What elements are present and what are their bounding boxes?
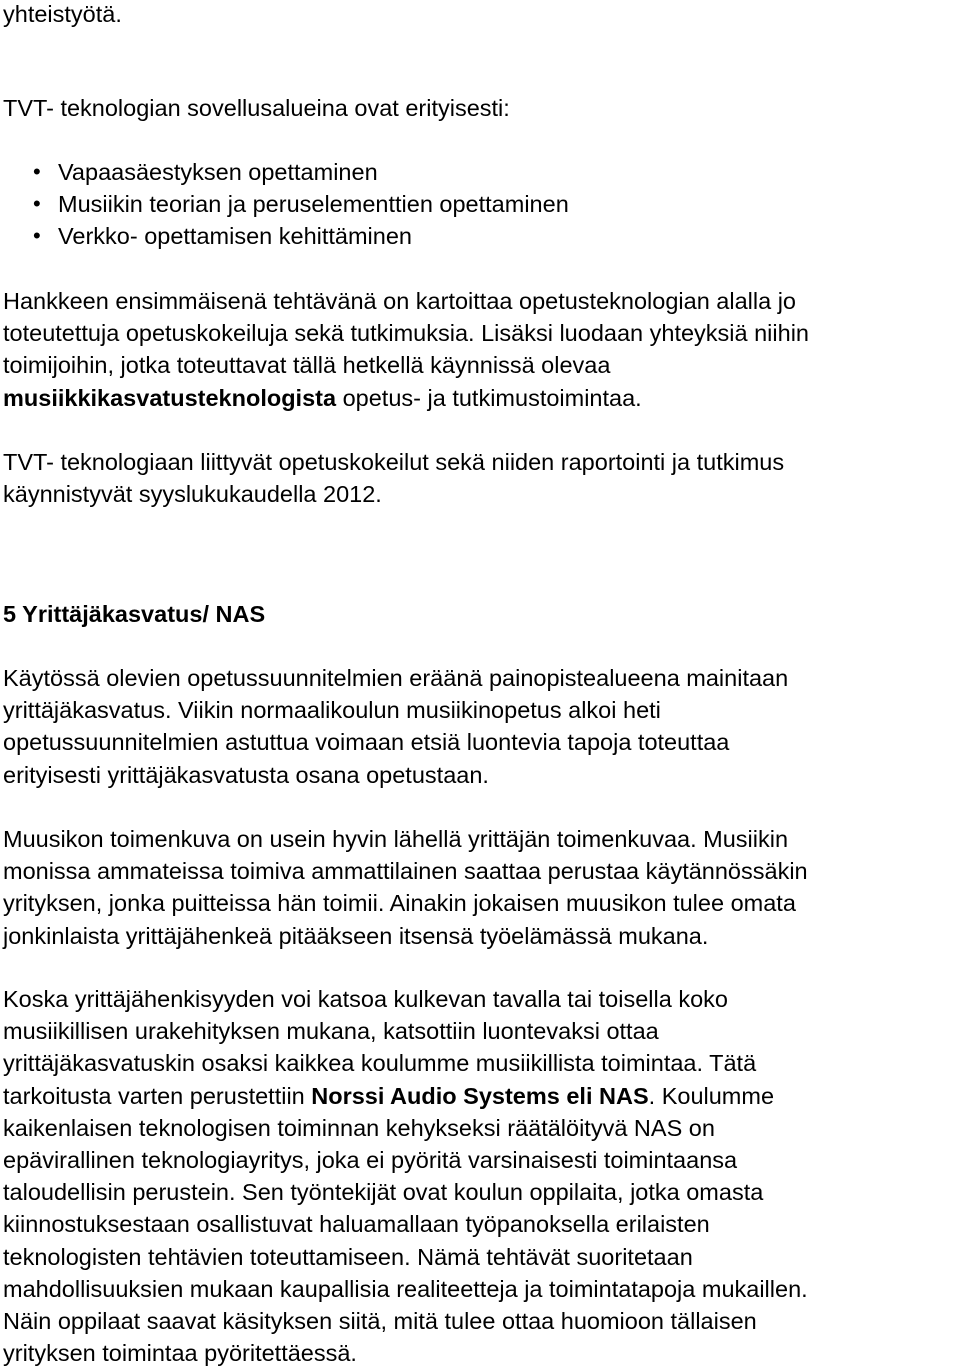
paragraph-line: kaikenlaisen teknologisen toiminnan kehykseksi räätälöityvä NAS on bbox=[3, 1114, 715, 1141]
bullet-icon: • bbox=[33, 159, 41, 184]
tvt-uses-heading: TVT- teknologian sovellusalueina ovat erityisesti: bbox=[3, 95, 510, 121]
paragraph-line: yrittäjäkasvatus. Viikin normaalikoulun musiikinopetus alkoi heti bbox=[3, 697, 661, 724]
paragraph-line: taloudellisin perustein. Sen työntekijät ovat koulun oppilaita, jotka omasta bbox=[3, 1179, 764, 1206]
paragraph-line: opetussuunnitelmien astuttua voimaan etsiä luontevia tapoja toteuttaa bbox=[3, 729, 730, 756]
section-5-paragraph-2 bbox=[3, 823, 960, 952]
paragraph-line: kiinnostuksestaan osallistuvat haluamallaan työpanoksella erilaisten bbox=[3, 1211, 710, 1238]
list-item-text: Vapaasäestyksen opettaminen bbox=[58, 159, 378, 185]
paragraph-text: opetus- ja tutkimustoimintaa. bbox=[336, 384, 642, 411]
paragraph-line bbox=[3, 382, 960, 414]
paragraph-line: jonkinlaista yrittäjähenkeä pitääkseen itsensä työelämässä mukana. bbox=[3, 922, 709, 949]
list-item bbox=[33, 188, 933, 220]
paragraph-line: TVT- teknologiaan liittyvät opetuskokeilut sekä niiden raportointi ja tutkimus bbox=[3, 449, 785, 475]
paragraph-line bbox=[3, 1080, 960, 1112]
paragraph-line: Hankkeen ensimmäisenä tehtävänä on kartoittaa opetusteknologian alalla jo bbox=[3, 288, 796, 314]
paragraph-line: yrityksen, jonka puitteissa hän toimii. Ainakin jokaisen muusikon tulee omata bbox=[3, 890, 796, 917]
intro-line: yhteistyötä. bbox=[3, 1, 122, 27]
list-item bbox=[33, 156, 933, 188]
bold-term: Norssi Audio Systems eli NAS bbox=[311, 1082, 649, 1109]
paragraph-line: Näin oppilaat saavat käsityksen siitä, mitä tulee ottaa huomioon tällaisen bbox=[3, 1308, 757, 1335]
tvt-start-paragraph bbox=[3, 446, 960, 510]
paragraph-line: käynnistyvät syyslukukaudella 2012. bbox=[3, 481, 382, 508]
bold-term: musiikkikasvatusteknologista bbox=[3, 384, 337, 411]
paragraph-line: toimijoihin, jotka toteuttavat tällä hetkellä käynnissä olevaa bbox=[3, 352, 611, 379]
project-paragraph bbox=[3, 285, 960, 414]
paragraph-line: Käytössä olevien opetussuunnitelmien eräänä painopistealueena mainitaan bbox=[3, 665, 789, 691]
paragraph-line: yrityksen toimintaa pyöritettäessä. bbox=[3, 1340, 357, 1367]
bullet-icon: • bbox=[33, 223, 41, 249]
paragraph-line: musiikillisen urakehityksen mukana, katsottiin luontevaksi ottaa bbox=[3, 1018, 659, 1045]
paragraph-line: Koska yrittäjähenkisyyden voi katsoa kulkevan tavalla tai toisella koko bbox=[3, 986, 728, 1012]
section-5-title: 5 Yrittäjäkasvatus/ NAS bbox=[3, 601, 266, 627]
paragraph-text: tarkoitusta varten perustettiin bbox=[3, 1082, 312, 1109]
list-item bbox=[33, 220, 933, 252]
list-item-text: Musiikin teorian ja peruselementtien opettaminen bbox=[58, 191, 569, 218]
paragraph-line: mahdollisuuksien mukaan kaupallisia realiteetteja ja toimintatapoja mukaillen. bbox=[3, 1275, 808, 1302]
section-5-paragraph-3 bbox=[3, 983, 960, 1369]
paragraph-line: teknologisten tehtävien toteuttamiseen. Nämä tehtävät suoritetaan bbox=[3, 1243, 693, 1270]
list-item-text: Verkko- opettamisen kehittäminen bbox=[58, 223, 412, 250]
paragraph-line: toteutettuja opetuskokeiluja sekä tutkimuksia. Lisäksi luodaan yhteyksiä niihin bbox=[3, 320, 809, 347]
paragraph-line: monissa ammateissa toimiva ammattilainen saattaa perustaa käytännössäkin bbox=[3, 858, 808, 885]
paragraph-text: . Koulumme bbox=[648, 1082, 775, 1109]
paragraph-line: yrittäjäkasvatuskin osaksi kaikkea koulumme musiikillista toimintaa. Tätä bbox=[3, 1050, 757, 1077]
section-5-paragraph-1 bbox=[3, 662, 960, 791]
bullet-icon: • bbox=[33, 191, 41, 217]
paragraph-line: erityisesti yrittäjäkasvatusta osana opetustaan. bbox=[3, 761, 489, 788]
paragraph-line: epävirallinen teknologiayritys, joka ei pyöritä varsinaisesti toimintaansa bbox=[3, 1147, 738, 1174]
paragraph-line: Muusikon toimenkuva on usein hyvin lähellä yrittäjän toimenkuvaa. Musiikin bbox=[3, 826, 789, 852]
tvt-uses-list bbox=[3, 156, 933, 253]
